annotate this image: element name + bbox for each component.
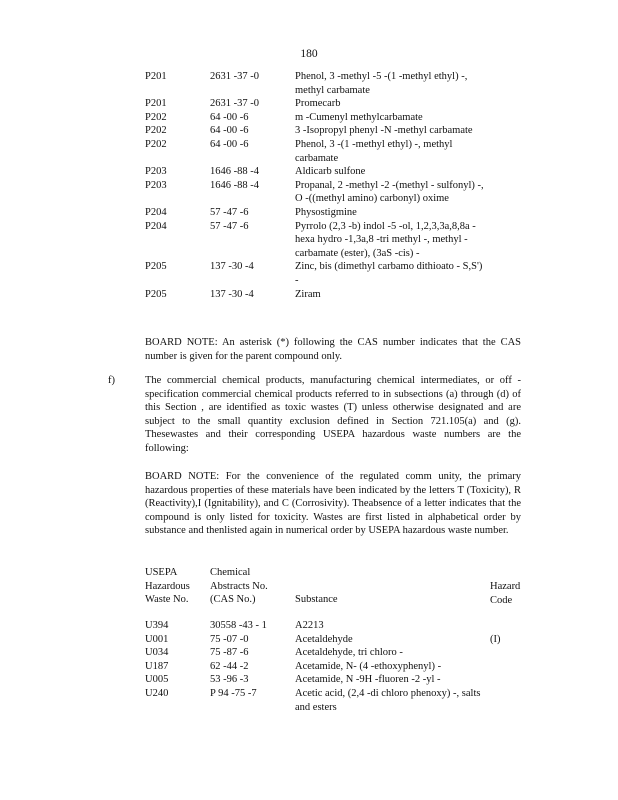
waste-code: P205 [145,288,167,300]
substance-name: Phenol, 3 -(1 -methyl ethyl) -, methyl carbamate [295,138,453,164]
table-row [145,687,525,714]
table-row [145,646,525,660]
waste-code: U005 [145,674,169,686]
substance-name: Acetic acid, (2,4 -di chloro phenoxy) -, salts and esters [295,687,481,713]
substance-name: 3 -Isopropyl phenyl -N -methyl carbamate [295,125,473,137]
substance-name: Promecarb [295,98,341,110]
waste-code: U001 [145,633,169,645]
substance-name: Zinc, bis (dimethyl carbamo dithioato - S,S') - [295,261,483,286]
substance-name: Acetamide, N- (4 -ethoxyphenyl) - [295,660,442,672]
cas-number: 57 -47 -6 [210,206,249,218]
header-line: Chemical [210,567,251,578]
table-row [145,260,525,287]
substance-name: A2213 [295,620,324,631]
cas-number: 64 -00 -6 [210,125,249,137]
table-row [145,70,525,97]
cas-number: 75 -07 -0 [210,633,249,645]
paragraph-f-text: The commercial chemical products, manufacturing chemical intermediates, or off - specification commercial chemical products referred to in subsections (a) through (d) of this Section , are identified as toxic wastes (T) unless otherwise designated and are subject to the small quantity exclusion defined in Section 721.105(a) and (g). Thesewastes and their corresponding USEPA hazardous waste numbers are the following: [145,375,521,454]
cas-number: 30558 -43 - 1 [210,620,267,631]
table-row [145,138,525,165]
header-line: Abstracts No. [210,580,268,592]
substance-name: Acetaldehyde, tri chloro - [295,647,403,659]
table-row [145,97,525,111]
table-row [145,619,525,633]
substance-name: Propanal, 2 -methyl -2 -(methyl - sulfonyl) -, O -((methyl amino) carbonyl) oxime [295,179,484,205]
cas-number: 75 -87 -6 [210,647,249,659]
cas-number: 64 -00 -6 [210,138,249,150]
header-cas-no [210,566,268,607]
cas-number: 1646 -88 -4 [210,179,259,191]
waste-code: P204 [145,206,167,218]
waste-code: P205 [145,261,167,273]
table-row [145,111,525,125]
cas-number: 2631 -37 -0 [210,98,259,110]
waste-code: U240 [145,687,169,699]
table-row [145,179,525,206]
waste-code: P202 [145,125,167,137]
substance-name: Phenol, 3 -methyl -5 -(1 -methyl ethyl) -, methyl carbamate [295,71,468,96]
cas-number: 137 -30 -4 [210,288,254,300]
cas-number: 2631 -37 -0 [210,71,259,82]
waste-code: P204 [145,220,167,232]
board-note-asterisk: BOARD NOTE: An asterisk (*) following the CAS number indicates that the CAS number is given for the parent compound only. [145,337,521,362]
waste-code: P201 [145,98,167,110]
header-line: Hazardous [145,580,190,592]
cas-number: 62 -44 -2 [210,660,249,672]
paragraph-label-f: f) [108,375,115,386]
header-line: Code [490,594,513,606]
waste-code: U187 [145,660,169,672]
waste-code: U034 [145,647,169,659]
substance-name: Physostigmine [295,206,357,218]
header-line: Hazard [490,581,521,592]
cas-number: 64 -00 -6 [210,111,249,123]
cas-number: 1646 -88 -4 [210,166,259,178]
substance-name: Pyrrolo (2,3 -b) indol -5 -ol, 1,2,3,3a,8,8a - hexa hydro -1,3a,8 -tri methyl -, methyl - carbamate (ester), (3aS -cis) - [295,220,476,259]
waste-code: P202 [145,111,167,123]
header-substance: Substance [295,594,338,605]
table-row [145,124,525,138]
p-waste-table [145,70,525,301]
substance-name: Aldicarb sulfone [295,166,366,178]
hazard-code: (I) [490,633,501,645]
substance-name: Acetamide, N -9H -fluoren -2 -yl - [295,674,441,686]
waste-code: P202 [145,138,167,150]
table-row [145,288,525,302]
header-line: USEPA [145,567,178,578]
table-row [145,206,525,220]
header-usepa-waste-no [145,566,190,607]
table-row [145,673,525,687]
waste-code: U394 [145,620,169,631]
table-row [145,660,525,674]
substance-name: m -Cumenyl methylcarbamate [295,111,423,123]
header-line: (CAS No.) [210,594,256,606]
header-hazard-code [490,580,520,607]
cas-number: 137 -30 -4 [210,261,254,273]
table-row [145,220,525,261]
substance-name: Acetaldehyde [295,633,353,645]
header-line: Waste No. [145,594,189,606]
table-row [145,633,525,647]
page-number: 180 [300,48,318,60]
cas-number: P 94 -75 -7 [210,687,257,699]
cas-number: 57 -47 -6 [210,220,249,232]
waste-code: P203 [145,179,167,191]
waste-code: P203 [145,166,167,178]
board-note-convenience: BOARD NOTE: For the convenience of the regulated comm unity, the primary hazardous properties of these materials have been indicated by the letters T (Toxicity), R (Reactivity),I (Ignitability), and C (Corrosivity). Theabsence of a letter indicates that the compound is only listed for toxicity. Wastes are first listed in alphabetical order by substance and thenlisted again in numerical order by USEPA hazardous waste number. [145,471,521,537]
waste-code: P201 [145,71,167,82]
table-row [145,165,525,179]
u-waste-table [145,619,525,714]
cas-number: 53 -96 -3 [210,674,249,686]
substance-name: Ziram [295,288,321,300]
